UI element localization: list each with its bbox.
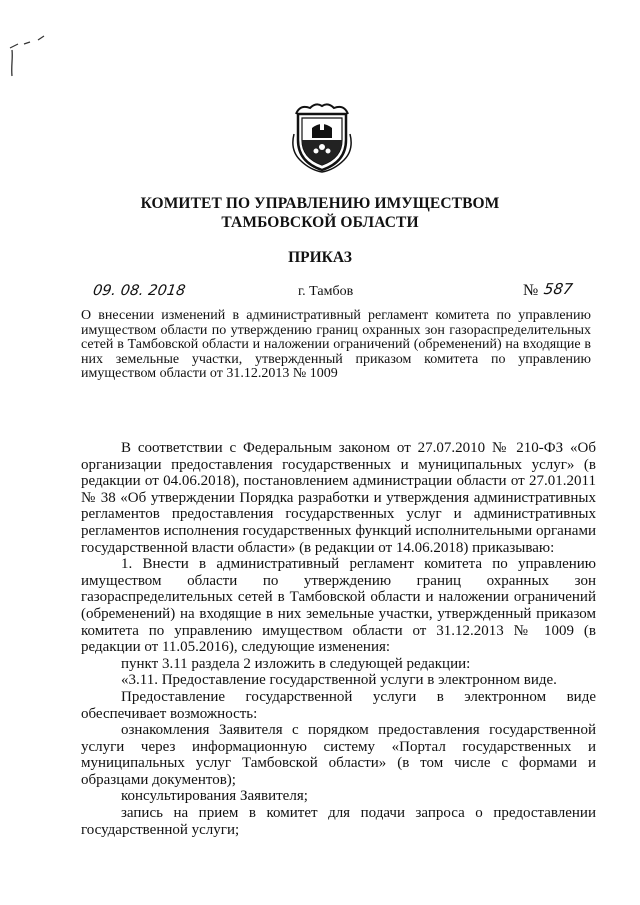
document-number: 587 — [542, 280, 574, 298]
organization-name — [60, 194, 580, 232]
body-paragraph: пункт 3.11 раздела 2 изложить в следующей редакции: — [121, 655, 471, 672]
document-body — [81, 440, 596, 838]
body-paragraph: консультирования Заявителя; — [121, 788, 308, 805]
document-subject: О внесении изменений в административный регламент комитета по управлению имуществом области по утверждению границ охранных зон газораспределительных сетей в Тамбовской области и наложении ограничений (обременений) на входящие в них земельные участки, утвержденный приказом комитета по управлению имуществом области от 31.12.2013 № 1009 — [81, 308, 591, 382]
body-paragraph: В соответствии с Федеральным законом от 27.07.2010 № 210-ФЗ «Об организации предоставления государственных и муниципальных услуг» (в редакции от 04.06.2018), постановлением администрации области от 27.01.2011 № 38 «Об утверждении Порядка разработки и утверждения административных регламентов предоставления государственных услуг и административных регламентов исполнения государственных функций исполнительными органами государственной власти области» (в редакции от 14.06.2018) приказываю: — [81, 440, 596, 556]
body-paragraph: Предоставление государственной услуги в электронном виде обеспечивает возможность: — [81, 688, 596, 722]
document-type: ПРИКАЗ — [288, 249, 352, 266]
tambov-coat-of-arms-icon — [290, 100, 354, 174]
body-paragraph: 1. Внести в административный регламент комитета по управлению имуществом области по утверждению границ охранных зон газораспределительных сетей в Тамбовской области и наложении ограничений (обременений) на входящие в них земельные участки, утвержденный приказом комитета по управлению имуществом области от 31.12.2013 № 1009 (в редакции от 11.05.2016), следующие изменения: — [81, 556, 596, 656]
body-paragraph: «3.11. Предоставление государственной услуги в электронном виде. — [121, 672, 557, 689]
handwritten-margin-marks — [8, 28, 68, 88]
organization-line-2: ТАМБОВСКОЙ ОБЛАСТИ — [221, 214, 419, 231]
document-city: г. Тамбов — [298, 284, 354, 299]
body-paragraph: ознакомления Заявителя с порядком предоставления государственной услуги через информационную систему «Портал государственных и муниципальных услуг Тамбовской области» (в том числе с формами и образцами документов); — [81, 722, 596, 788]
document-date: 09. 08. 2018 — [91, 283, 187, 299]
organization-line-1: КОМИТЕТ ПО УПРАВЛЕНИЮ ИМУЩЕСТВОМ — [140, 195, 500, 212]
document-number-label: № — [523, 282, 539, 299]
body-paragraph: запись на прием в комитет для подачи запроса о предоставлении государственной услуги; — [81, 805, 596, 838]
